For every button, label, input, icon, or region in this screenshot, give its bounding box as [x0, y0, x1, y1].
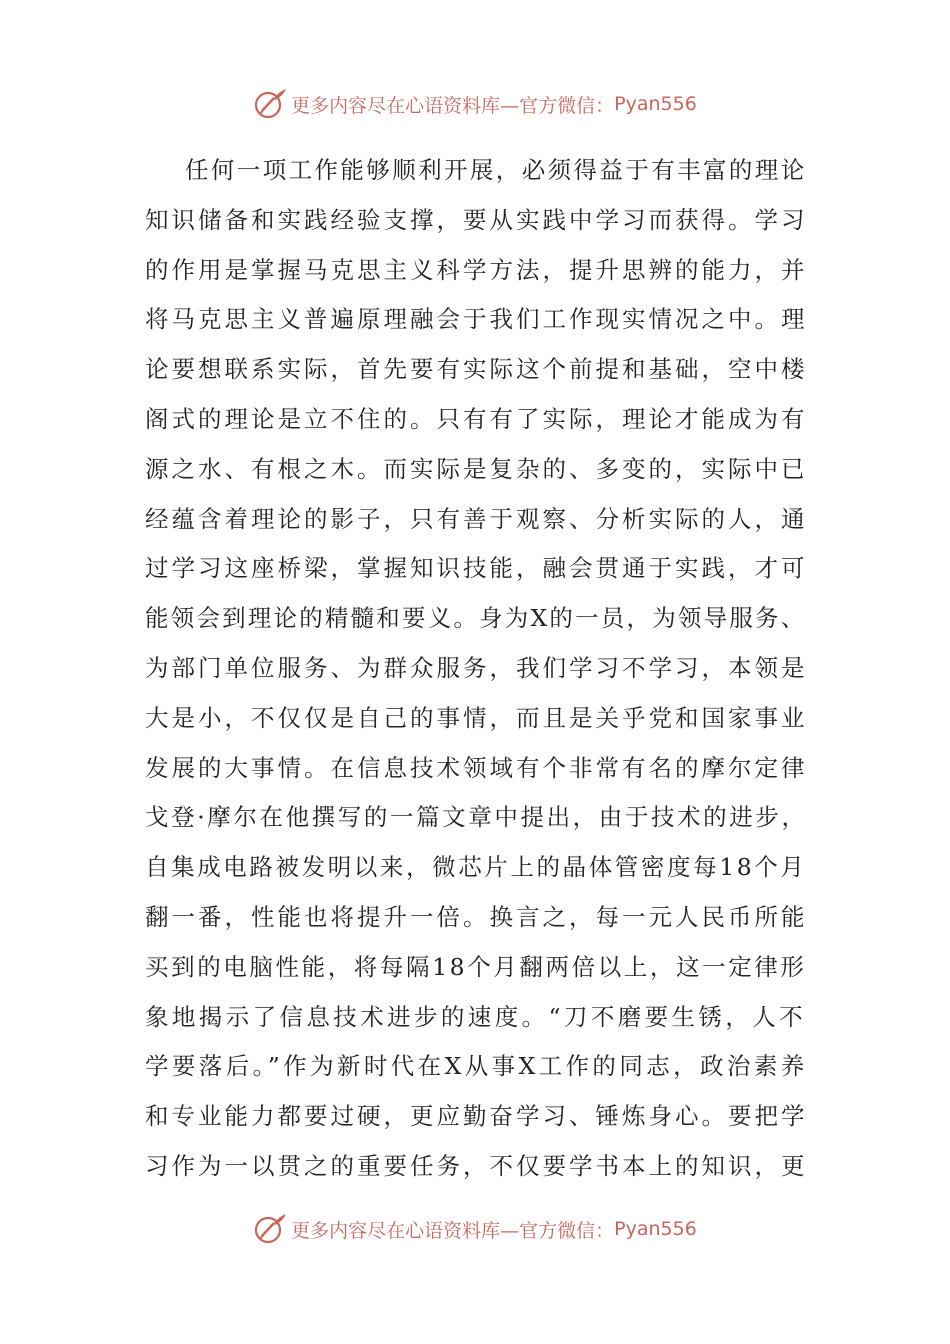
body-line: 学要落后。”作为新时代在X从事X工作的同志，政治素养: [145, 1052, 808, 1081]
body-line: 阁式的理论是立不住的。只有有了实际，理论才能成为有: [145, 404, 808, 433]
body-line: 和专业能力都要过硬，更应勤奋学习、锤炼身心。要把学: [145, 1102, 808, 1131]
body-line: 经蕴含着理论的影子，只有善于观察、分析实际的人，通: [145, 504, 808, 533]
footer-banner: [0, 1209, 950, 1249]
banner-text: 更多内容尽在心语资料库—官方微信：: [291, 94, 615, 117]
body-line: 翻一番，性能也将提升一倍。换言之，每一元人民币所能: [145, 902, 808, 931]
body-line: 习作为一以贯之的重要任务，不仅要学书本上的知识，更: [145, 1151, 808, 1180]
body-line: 源之水、有根之木。而实际是复杂的、多变的，实际中已: [145, 454, 808, 483]
header-banner: [0, 84, 950, 124]
banner-text: 更多内容尽在心语资料库—官方微信：: [291, 1219, 615, 1242]
body-line: 发展的大事情。在信息技术领域有个非常有名的摩尔定律: [145, 753, 808, 782]
article-body: [145, 146, 810, 1192]
quill-pen-logo-icon: [253, 1212, 287, 1246]
body-line: 知识储备和实践经验支撑，要从实践中学习而获得。学习: [145, 205, 808, 234]
body-line: 能领会到理论的精髓和要义。身为X的一员，为领导服务、: [145, 604, 807, 633]
quill-pen-logo-icon: [253, 87, 287, 121]
body-line: 任何一项工作能够顺利开展，必须得益于有丰富的理论: [185, 156, 807, 184]
body-line: 自集成电路被发明以来，微芯片上的晶体管密度每18个月: [145, 853, 807, 882]
body-line: 的作用是掌握马克思主义科学方法，提升思辨的能力，并: [145, 255, 808, 284]
body-line: 过学习这座桥梁，掌握知识技能，融会贯通于实践，才可: [145, 554, 808, 583]
body-line: 买到的电脑性能，将每隔18个月翻两倍以上，这一定律形: [145, 952, 807, 981]
body-line: 论要想联系实际，首先要有实际这个前提和基础，空中楼: [145, 355, 808, 384]
body-line: 为部门单位服务、为群众服务，我们学习不学习，本领是: [145, 653, 808, 682]
body-line: 将马克思主义普遍原理融会于我们工作现实情况之中。理: [145, 305, 808, 334]
body-line: 大是小，不仅仅是自己的事情，而且是关乎党和国家事业: [145, 703, 808, 732]
wechat-id: Pyan556: [614, 93, 697, 115]
body-line: 象地揭示了信息技术进步的速度。“刀不磨要生锈，人不: [145, 1002, 807, 1031]
body-line: 戈登·摩尔在他撰写的一篇文章中提出，由于技术的进步，: [145, 803, 808, 832]
wechat-id: Pyan556: [614, 1218, 697, 1240]
